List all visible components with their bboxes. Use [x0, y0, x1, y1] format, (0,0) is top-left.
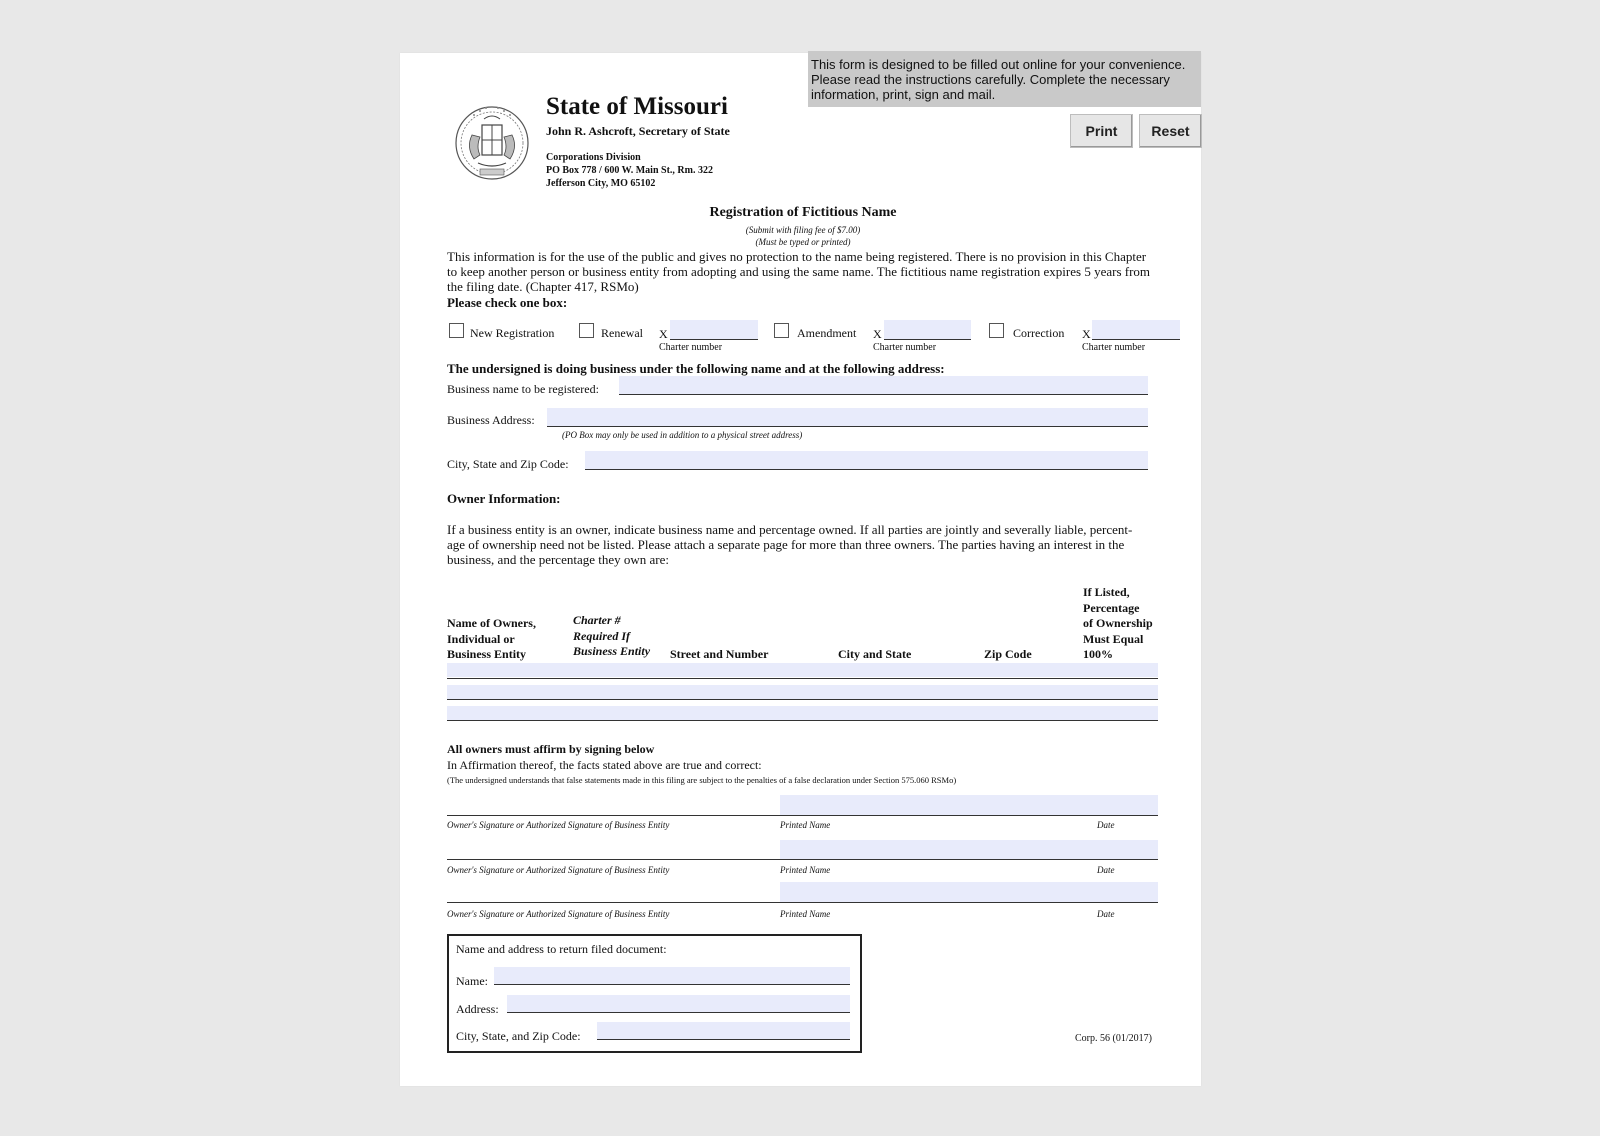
new-registration-checkbox[interactable]: [449, 323, 464, 338]
amendment-checkbox[interactable]: [774, 323, 789, 338]
amendment-label: Amendment: [797, 326, 857, 340]
return-city-field[interactable]: [597, 1022, 850, 1040]
renewal-label: Renewal: [601, 326, 643, 340]
col-percentage: [1083, 585, 1153, 663]
affirm-heading: All owners must affirm by signing below: [447, 742, 655, 756]
amendment-charter-label: Charter number: [873, 342, 937, 353]
print-button[interactable]: Print: [1070, 114, 1133, 148]
col-charter-line: Charter #: [573, 613, 621, 627]
printed-name-label-3: Printed Name: [780, 909, 831, 919]
form-title: Registration of Fictitious Name: [709, 205, 897, 220]
division-address-1: PO Box 778 / 600 W. Main St., Rm. 322: [546, 165, 713, 176]
form-id: Corp. 56 (01/2017): [1075, 1033, 1152, 1044]
printed-name-field-1[interactable]: [780, 795, 1158, 815]
intro-line-3: the filing date. (Chapter 417, RSMo): [447, 279, 639, 294]
col-percentage-line: 100%: [1083, 647, 1113, 661]
col-percentage-line: Percentage: [1083, 600, 1140, 615]
business-name-field[interactable]: [619, 376, 1148, 395]
division-address-2: Jefferson City, MO 65102: [546, 178, 656, 189]
col-percentage-line: If Listed,: [1083, 585, 1130, 599]
city-state-zip-label: City, State and Zip Code:: [447, 457, 569, 471]
col-percentage-line: of Ownership: [1083, 616, 1153, 630]
signature-line-3: [447, 902, 1158, 903]
correction-checkbox[interactable]: [989, 323, 1004, 338]
owner-row-3[interactable]: [447, 706, 1158, 720]
correction-label: Correction: [1013, 326, 1065, 340]
return-name-field[interactable]: [494, 967, 850, 985]
renewal-charter-label: Charter number: [659, 342, 723, 353]
notice-line-2: Please read the instructions carefully. Complete the necessary: [811, 72, 1170, 87]
owner-row-divider: [447, 720, 1158, 721]
check-one-label: Please check one box:: [447, 295, 568, 310]
owner-text-3: business, and the percentage they own are:: [447, 552, 670, 567]
owner-text-1: If a business entity is an owner, indicate business name and percentage owned. If all parties are jointly and severally liable, percent-: [447, 522, 1133, 537]
renewal-x-mark: X: [659, 327, 668, 341]
correction-charter-field[interactable]: [1092, 320, 1180, 340]
renewal-checkbox[interactable]: [579, 323, 594, 338]
col-owner-name-line: Business Entity: [447, 647, 527, 661]
affirm-small-print: (The undersigned understands that false statements made in this filing are subject to the penalties of a false declaration under Section 575.060 RSMo): [447, 775, 957, 785]
correction-x-mark: X: [1082, 327, 1091, 341]
printed-name-label-1: Printed Name: [780, 820, 831, 830]
business-name-label: Business name to be registered:: [447, 382, 599, 396]
col-street: Street and Number: [670, 647, 769, 661]
col-percentage-line: Must Equal: [1083, 631, 1144, 646]
intro-line-1: This information is for the use of the public and gives no protection to the name being registered. There is no provision in this Chapter: [447, 249, 1147, 264]
secretary-name: John R. Ashcroft, Secretary of State: [546, 124, 730, 138]
notice-line-1: This form is designed to be filled out online for your convenience.: [811, 57, 1186, 72]
printed-name-field-2[interactable]: [780, 840, 1158, 859]
return-heading: Name and address to return filed document:: [456, 942, 667, 956]
col-owner-name-line: Name of Owners,: [447, 616, 536, 630]
business-address-field[interactable]: [547, 408, 1148, 427]
new-registration-label: New Registration: [470, 326, 555, 340]
return-address-label: Address:: [456, 1002, 499, 1016]
amendment-charter-field[interactable]: [884, 320, 971, 340]
fee-note: (Submit with filing fee of $7.00): [745, 225, 861, 235]
po-box-note: (PO Box may only be used in addition to a physical street address): [562, 430, 803, 440]
col-owner-name-line: Individual or: [447, 631, 515, 646]
signature-line-2: [447, 859, 1158, 860]
owner-heading: Owner Information:: [447, 491, 561, 506]
city-state-zip-field[interactable]: [585, 451, 1148, 470]
col-charter: [573, 613, 650, 660]
business-heading: The undersigned is doing business under the following name and at the following address:: [447, 361, 945, 376]
col-charter-line: Business Entity: [573, 644, 651, 658]
owner-row-divider: [447, 678, 1158, 679]
amendment-x-mark: X: [873, 327, 882, 341]
signature-line-1: [447, 815, 1158, 816]
missouri-state-seal: [450, 99, 534, 183]
state-title: State of Missouri: [546, 93, 728, 120]
owner-row-1[interactable]: [447, 663, 1158, 677]
col-owner-name: [447, 616, 536, 663]
col-charter-line: Required If: [573, 628, 630, 643]
typed-note: (Must be typed or printed): [755, 237, 851, 247]
affirm-text: In Affirmation thereof, the facts stated above are true and correct:: [447, 758, 762, 772]
signature-label-2: Owner's Signature or Authorized Signature of Business Entity: [447, 865, 670, 875]
return-city-label: City, State, and Zip Code:: [456, 1029, 581, 1043]
col-city-state: City and State: [838, 647, 912, 661]
owner-row-divider: [447, 699, 1158, 700]
date-label-1: Date: [1097, 820, 1115, 830]
printed-name-label-2: Printed Name: [780, 865, 831, 875]
reset-button[interactable]: Reset: [1139, 114, 1202, 148]
signature-label-3: Owner's Signature or Authorized Signature of Business Entity: [447, 909, 670, 919]
division-name: Corporations Division: [546, 152, 641, 163]
intro-line-2: to keep another person or business entity from adopting and using the same name. The fictitious name registration expires 5 years from: [447, 264, 1151, 279]
signature-label-1: Owner's Signature or Authorized Signature of Business Entity: [447, 820, 670, 830]
business-address-label: Business Address:: [447, 413, 535, 427]
return-address-field[interactable]: [507, 995, 850, 1013]
owner-row-2[interactable]: [447, 685, 1158, 699]
notice-line-3: information, print, sign and mail.: [811, 87, 996, 102]
owner-text-2: age of ownership need not be listed. Please attach a separate page for more than three owners. The parties having an interest in the: [447, 537, 1125, 552]
online-form-notice: [808, 51, 1201, 107]
correction-charter-label: Charter number: [1082, 342, 1146, 353]
return-name-label: Name:: [456, 974, 488, 988]
date-label-3: Date: [1097, 909, 1115, 919]
printed-name-field-3[interactable]: [780, 882, 1158, 902]
col-zip: Zip Code: [984, 647, 1032, 661]
date-label-2: Date: [1097, 865, 1115, 875]
renewal-charter-field[interactable]: [670, 320, 758, 340]
